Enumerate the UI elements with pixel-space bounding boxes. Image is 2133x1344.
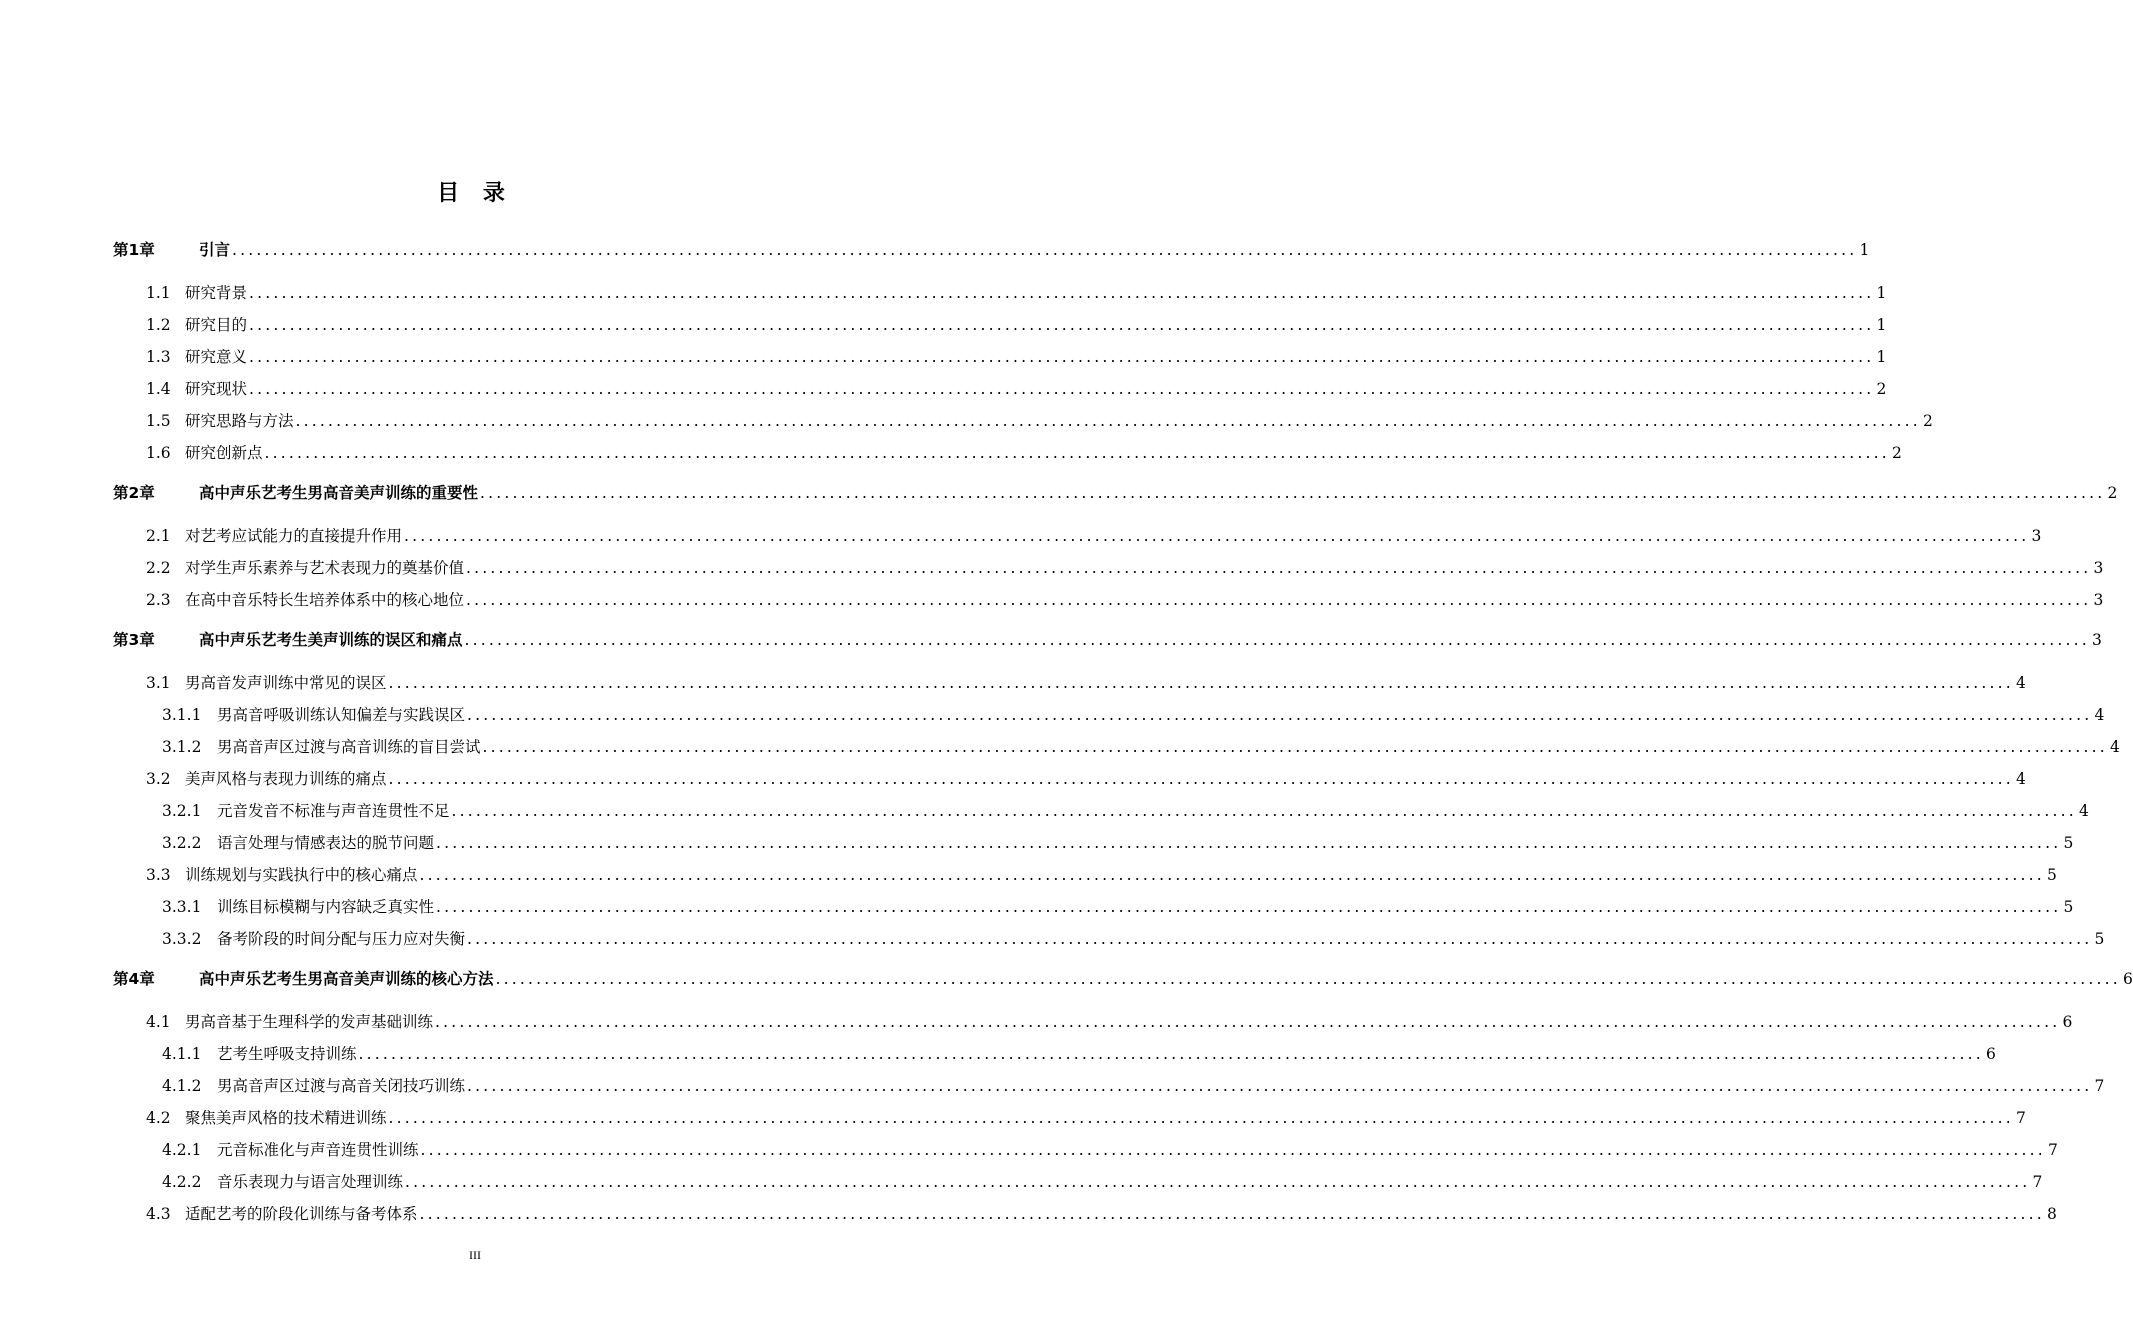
toc-dot-leader: ........................................................................................................................................................................................................: [436, 834, 2062, 852]
toc-entry-title: 男高音发声训练中常见的误区: [185, 674, 387, 692]
toc-entry-number: 第1章: [113, 241, 155, 259]
toc-entry-label: [113, 967, 494, 989]
toc-entry-label: [113, 238, 230, 260]
toc-dot-leader: ........................................................................................................................................................................................................: [435, 1013, 2061, 1031]
toc-entry-label: [162, 799, 450, 821]
toc-entry-page: 6: [2123, 970, 2133, 988]
toc-entry-page: 5: [2063, 834, 2074, 852]
toc-entry-label: [162, 927, 465, 949]
toc-dot-leader: ........................................................................................................................................................................................................: [249, 380, 1875, 398]
toc-entry[interactable]: [146, 345, 1887, 369]
toc-entry-title: 引言: [199, 241, 231, 259]
toc-entry-page: 7: [2094, 1077, 2105, 1095]
toc-entry-number: 1.6: [146, 444, 171, 462]
toc-entry-title: 艺考生呼吸支持训练: [217, 1045, 357, 1063]
toc-dot-leader: ........................................................................................................................................................................................................: [451, 802, 2077, 820]
toc-entry-label: [162, 895, 434, 917]
toc-entry-number: 4.2.1: [162, 1141, 202, 1159]
toc-entry[interactable]: [146, 377, 1887, 401]
toc-entry-title: 研究现状: [185, 380, 248, 398]
toc-dot-leader: ........................................................................................................................................................................................................: [420, 1141, 2046, 1159]
toc-entry-number: 3.1.1: [162, 706, 202, 724]
toc-entry-title: 研究创新点: [185, 444, 263, 462]
toc-entry-page: 3: [2093, 591, 2104, 609]
toc-entry-number: 3.1: [146, 674, 171, 692]
toc-entry-label: [162, 1042, 357, 1064]
toc-entry-number: 4.1: [146, 1013, 171, 1031]
toc-entry-title: 元音标准化与声音连贯性训练: [217, 1141, 419, 1159]
toc-entry-title: 研究意义: [185, 348, 248, 366]
toc-entry-label: [162, 1138, 419, 1160]
toc-entry-label: [146, 524, 402, 546]
toc-entry-page: 3: [2031, 527, 2042, 545]
toc-entry[interactable]: [113, 967, 2133, 991]
toc-dot-leader: ........................................................................................................................................................................................................: [419, 866, 2045, 884]
toc-entry-number: 4.2.2: [162, 1173, 202, 1191]
toc-entry-title: 男高音呼吸训练认知偏差与实践误区: [217, 706, 466, 724]
toc-entry-number: 3.3: [146, 866, 171, 884]
toc-entry-number: 4.1.2: [162, 1077, 202, 1095]
toc-dot-leader: ........................................................................................................................................................................................................: [466, 559, 2092, 577]
toc-entry-title: 元音发音不标准与声音连贯性不足: [217, 802, 450, 820]
toc-entry-title: 备考阶段的时间分配与压力应对失衡: [217, 930, 466, 948]
toc-entry-label: [146, 441, 263, 463]
toc-entry[interactable]: [146, 863, 2057, 887]
toc-entry[interactable]: [162, 799, 2089, 823]
toc-entry[interactable]: [146, 441, 1902, 465]
toc-entry[interactable]: [146, 313, 1887, 337]
toc-entry-page: 5: [2094, 930, 2105, 948]
toc-entry-title: 男高音声区过渡与高音训练的盲目尝试: [217, 738, 481, 756]
toc-entry-number: 第4章: [113, 970, 155, 988]
toc-entry[interactable]: [162, 703, 2105, 727]
toc-entry-title: 语言处理与情感表达的脱节问题: [217, 834, 435, 852]
toc-entry-number: 3.2: [146, 770, 171, 788]
toc-dot-leader: ........................................................................................................................................................................................................: [419, 1205, 2045, 1223]
toc-entry-number: 第3章: [113, 631, 155, 649]
toc-entry[interactable]: [146, 671, 2026, 695]
toc-entry[interactable]: [162, 927, 2105, 951]
toc-entry-number: 3.1.2: [162, 738, 202, 756]
toc-entry-label: [162, 831, 434, 853]
toc-entry-label: [146, 409, 294, 431]
toc-dot-leader: ........................................................................................................................................................................................................: [436, 898, 2062, 916]
toc-dot-leader: ........................................................................................................................................................................................................: [358, 1045, 1984, 1063]
toc-entry-page: 5: [2063, 898, 2074, 916]
toc-dot-leader: ........................................................................................................................................................................................................: [405, 1173, 2031, 1191]
toc-entry[interactable]: [162, 895, 2074, 919]
toc-entry[interactable]: [162, 1042, 1996, 1066]
toc-entry-label: [162, 1170, 403, 1192]
toc-entry-page: 1: [1876, 348, 1887, 366]
toc-entry-page: 1: [1876, 316, 1887, 334]
toc-dot-leader: ........................................................................................................................................................................................................: [388, 770, 2014, 788]
toc-entry-title: 适配艺考的阶段化训练与备考体系: [185, 1205, 418, 1223]
toc-entry-page: 1: [1859, 241, 1870, 259]
toc-entry[interactable]: [113, 628, 2102, 652]
toc-dot-leader: ........................................................................................................................................................................................................: [249, 284, 1875, 302]
toc-entry-label: [113, 481, 478, 503]
toc-entry-title: 美声风格与表现力训练的痛点: [185, 770, 387, 788]
toc-entry-label: [146, 377, 247, 399]
toc-entry[interactable]: [146, 1106, 2026, 1130]
toc-dot-leader: ........................................................................................................................................................................................................: [495, 970, 2121, 988]
toc-entry-number: 4.3: [146, 1205, 171, 1223]
toc-entry[interactable]: [146, 767, 2026, 791]
toc-entry-label: [162, 1074, 465, 1096]
toc-entry-title: 高中声乐艺考生美声训练的误区和痛点: [199, 631, 463, 649]
toc-entry-title: 在高中音乐特长生培养体系中的核心地位: [185, 591, 465, 609]
toc-dot-leader: ........................................................................................................................................................................................................: [232, 241, 1858, 259]
toc-entry-page: 2: [1876, 380, 1887, 398]
toc-entry-page: 3: [2093, 559, 2104, 577]
toc-entry-label: [146, 1202, 418, 1224]
toc-dot-leader: ........................................................................................................................................................................................................: [464, 631, 2090, 649]
toc-dot-leader: ........................................................................................................................................................................................................: [388, 674, 2014, 692]
toc-entry-page: 4: [2110, 738, 2120, 756]
toc-dot-leader: ........................................................................................................................................................................................................: [295, 412, 1921, 430]
toc-entry-page: 1: [1876, 284, 1887, 302]
toc-entry-title: 对艺考应试能力的直接提升作用: [185, 527, 403, 545]
toc-entry[interactable]: [162, 1170, 2043, 1194]
toc-dot-leader: ........................................................................................................................................................................................................: [404, 527, 2030, 545]
toc-entry[interactable]: [162, 735, 2120, 759]
toc-entry[interactable]: [162, 1074, 2105, 1098]
toc-dot-leader: ........................................................................................................................................................................................................: [482, 738, 2108, 756]
toc-entry-number: 1.3: [146, 348, 171, 366]
toc-dot-leader: ........................................................................................................................................................................................................: [467, 930, 2093, 948]
toc-entry-label: [146, 313, 247, 335]
toc-dot-leader: ........................................................................................................................................................................................................: [467, 1077, 2093, 1095]
toc-entry-number: 1.2: [146, 316, 171, 334]
toc-dot-leader: ........................................................................................................................................................................................................: [249, 348, 1875, 366]
toc-entry-number: 3.2.1: [162, 802, 202, 820]
toc-entry-page: 4: [2079, 802, 2089, 820]
toc-entry-page: 7: [2048, 1141, 2058, 1159]
toc-entry-page: 4: [2094, 706, 2105, 724]
toc-entry-page: 4: [2016, 770, 2026, 788]
toc-entry-label: [162, 735, 481, 757]
toc-entry-title: 训练目标模糊与内容缺乏真实性: [217, 898, 435, 916]
toc-dot-leader: ........................................................................................................................................................................................................: [466, 591, 2092, 609]
toc-entry-page: 4: [2016, 674, 2026, 692]
toc-entry[interactable]: [146, 588, 2104, 612]
toc-entry-page: 5: [2047, 866, 2057, 884]
toc-entry-label: [146, 863, 418, 885]
toc-entry-number: 1.5: [146, 412, 171, 430]
toc-dot-leader: ........................................................................................................................................................................................................: [388, 1109, 2014, 1127]
toc-entry-number: 1.4: [146, 380, 171, 398]
toc-entry-number: 3.3.2: [162, 930, 202, 948]
toc-entry-title: 音乐表现力与语言处理训练: [217, 1173, 404, 1191]
toc-entry-label: [162, 703, 465, 725]
toc-entry-page: 8: [2047, 1205, 2057, 1223]
toc-entry-number: 3.3.1: [162, 898, 202, 916]
toc-entry-title: 高中声乐艺考生男高音美声训练的核心方法: [199, 970, 494, 988]
page-number: III: [469, 1248, 481, 1262]
toc-entry-page: 3: [2092, 631, 2102, 649]
toc-entry-label: [146, 556, 464, 578]
toc-entry-label: [146, 671, 387, 693]
toc-entry-page: 7: [2016, 1109, 2026, 1127]
toc-entry[interactable]: [146, 524, 2042, 548]
toc-entry-number: 2.3: [146, 591, 171, 609]
toc-entry[interactable]: [146, 281, 1887, 305]
toc-dot-leader: ........................................................................................................................................................................................................: [480, 484, 2106, 502]
toc-entry-label: [146, 1106, 387, 1128]
toc-entry[interactable]: [162, 1138, 2058, 1162]
toc-entry-number: 1.1: [146, 284, 171, 302]
toc-entry[interactable]: [113, 238, 1870, 262]
toc-entry[interactable]: [146, 556, 2104, 580]
toc-entry-title: 研究背景: [185, 284, 248, 302]
toc-entry-title: 高中声乐艺考生男高音美声训练的重要性: [199, 484, 479, 502]
toc-entry-title: 研究思路与方法: [185, 412, 294, 430]
toc-entry-number: 4.2: [146, 1109, 171, 1127]
toc-entry-title: 训练规划与实践执行中的核心痛点: [185, 866, 418, 884]
toc-entry[interactable]: [146, 1202, 2057, 1226]
toc-entry-title: 男高音声区过渡与高音关闭技巧训练: [217, 1077, 466, 1095]
toc-entry[interactable]: [162, 831, 2074, 855]
toc-entry-title: 聚焦美声风格的技术精进训练: [185, 1109, 387, 1127]
toc-entry[interactable]: [146, 409, 1933, 433]
toc-entry-page: 2: [1923, 412, 1933, 430]
toc-dot-leader: ........................................................................................................................................................................................................: [249, 316, 1875, 334]
toc-entry[interactable]: [146, 1010, 2073, 1034]
toc-entry[interactable]: [113, 481, 2118, 505]
toc-entry-page: 6: [2062, 1013, 2073, 1031]
toc-entry-label: [146, 767, 387, 789]
toc-entry-page: 7: [2032, 1173, 2043, 1191]
toc-entry-label: [146, 1010, 433, 1032]
toc-entry-title: 研究目的: [185, 316, 248, 334]
toc-entry-page: 2: [2107, 484, 2118, 502]
toc-dot-leader: ........................................................................................................................................................................................................: [467, 706, 2093, 724]
toc-entry-title: 对学生声乐素养与艺术表现力的奠基价值: [185, 559, 465, 577]
toc-entry-label: [146, 281, 247, 303]
toc-entry-number: 4.1.1: [162, 1045, 202, 1063]
toc-entry-title: 男高音基于生理科学的发声基础训练: [185, 1013, 434, 1031]
toc-entry-label: [146, 588, 464, 610]
toc-entry-label: [146, 345, 247, 367]
toc-entry-page: 6: [1986, 1045, 1996, 1063]
toc-entry-number: 2.1: [146, 527, 171, 545]
toc-entry-label: [113, 628, 463, 650]
toc-entry-number: 3.2.2: [162, 834, 202, 852]
toc-entry-page: 2: [1892, 444, 1902, 462]
toc-title: 目 录: [437, 181, 513, 206]
toc-entry-number: 第2章: [113, 484, 155, 502]
toc-dot-leader: ........................................................................................................................................................................................................: [264, 444, 1890, 462]
toc-entry-number: 2.2: [146, 559, 171, 577]
